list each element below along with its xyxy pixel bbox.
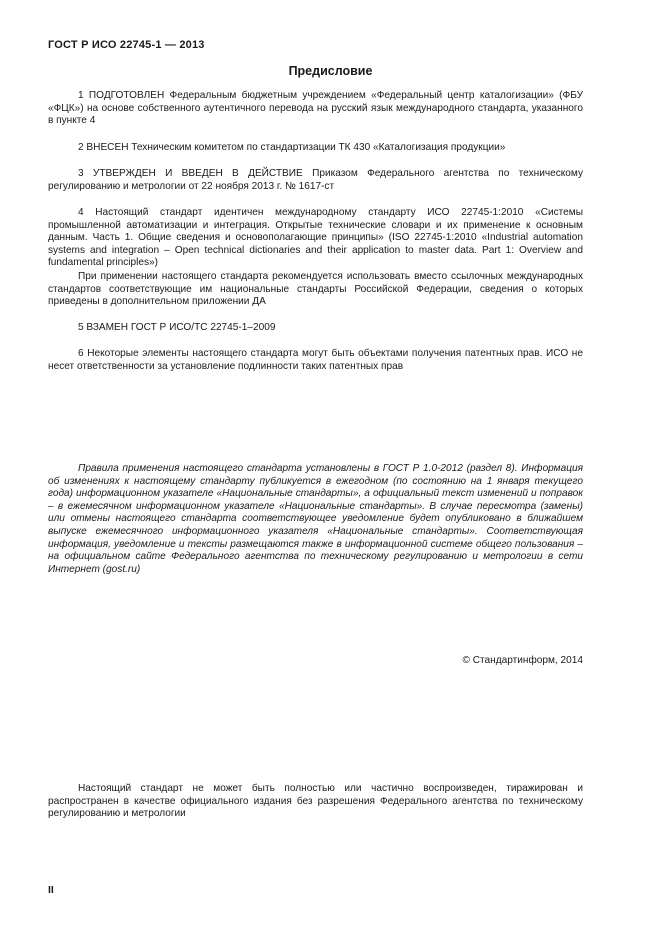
paragraph-3-approved: 3 УТВЕРЖДЕН И ВВЕДЕН В ДЕЙСТВИЕ Приказом Федерального агентства по техническому регулированию и метрологии от 22 ноября 2013 г. № 1617-ст	[48, 168, 583, 192]
document-header: ГОСТ Р ИСО 22745-1 — 2013	[48, 39, 205, 51]
page-title: Предисловие	[288, 64, 373, 78]
application-rules-notice: Правила применения настоящего стандарта установлены в ГОСТ Р 1.0-2012 (раздел 8). Информация об изменениях к настоящему стандарту публикуется в ежегодном (по состоянию на 1 января текущего года) информационном указателе «Национальные стандарты», а официальный текст изменений и поправок – в ежемесячном информационном указателе «Национальные стандарты». В случае пересмотра (замены) или отмены настоящего стандарта соответствующее уведомление будет опубликовано в ближайшем выпуске ежемесячного информационного указателя «Национальные стандарты». Соответствующая информация, уведомление и тексты размещаются также в информационной системе общего пользования – на официальном сайте Федерального агентства по техническому регулированию и метрологии в сети Интернет (gost.ru)	[48, 463, 583, 575]
paragraph-6-patents: 6 Некоторые элементы настоящего стандарта могут быть объектами получения патентных прав. ИСО не несет ответственности за установление подлинности таких патентных прав	[48, 348, 583, 372]
paragraph-4-application: При применении настоящего стандарта рекомендуется использовать вместо ссылочных международных стандартов соответствующие им национальные стандарты Российской Федерации, сведения о которых приведены в дополнительном приложении ДА	[48, 271, 583, 308]
paragraph-5-replaces: 5 ВЗАМЕН ГОСТ Р ИСО/ТС 22745-1–2009	[78, 322, 276, 333]
paragraph-2-introduced: 2 ВНЕСЕН Техническим комитетом по стандартизации ТК 430 «Каталогизация продукции»	[78, 142, 506, 153]
page-number: II	[48, 884, 54, 896]
paragraph-4-identical: 4 Настоящий стандарт идентичен международному стандарту ИСО 22745-1:2010 «Системы промышленной автоматизации и интеграция. Открытые технические словари и их применение к основным данным. Часть 1. Общие сведения и основополагающие принципы» (ISO 22745-1:2010 «Industrial automation systems and integration – Open technical dictionaries and their application to master data. Part 1: Overview and fundamental principles»)	[48, 207, 583, 269]
paragraph-1-prepared: 1 ПОДГОТОВЛЕН Федеральным бюджетным учреждением «Федеральный центр каталогизации» (ФБУ «ФЦК») на основе собственного аутентичного перевода на русский язык международного стандарта, указанного в пункте 4	[48, 90, 583, 127]
reproduction-notice: Настоящий стандарт не может быть полностью или частично воспроизведен, тиражирован и распространен в качестве официального издания без разрешения Федерального агентства по техническому регулированию и метрологии	[48, 783, 583, 820]
copyright: © Стандартинформ, 2014	[462, 655, 583, 666]
